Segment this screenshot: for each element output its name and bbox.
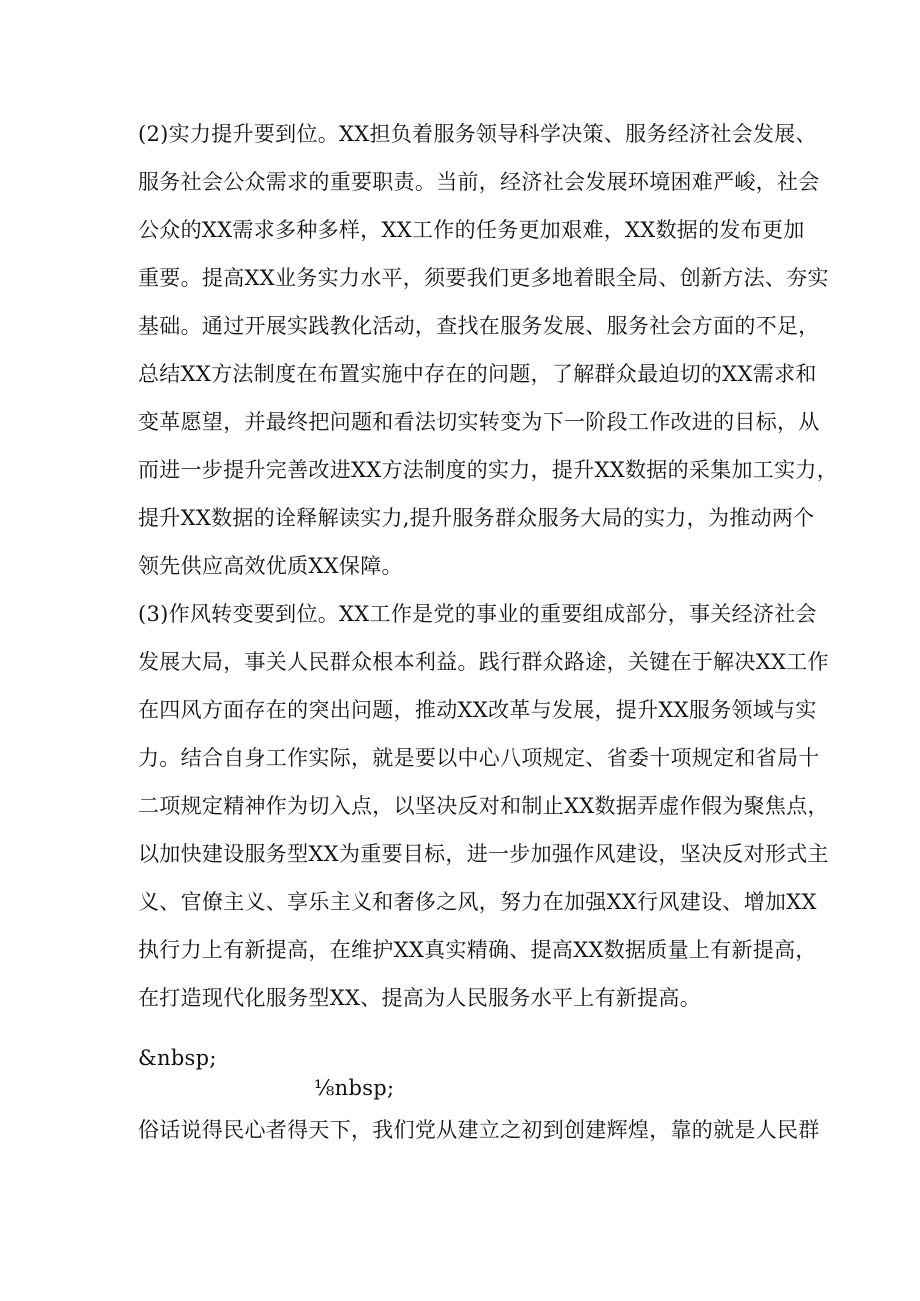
nbsp-entity-1: &nbsp;: [138, 1046, 217, 1070]
nbsp-entity-2: ⅛nbsp;: [314, 1076, 395, 1100]
paragraph-2-line-7: 变革愿望，并最终把问题和看法切实转变为下一阶段工作改进的目标，从: [138, 410, 820, 434]
paragraph-3-line-7: 义、官僚主义、享乐主义和奢侈之风，努力在加强XX行风建设、增加XX: [138, 890, 817, 914]
paragraph-2-line-6: 总结XX方法制度在布置实施中存在的问题，了解群众最迫切的XX需求和: [138, 362, 817, 386]
paragraph-3-line-5: 二项规定精神作为切入点，以坚决反对和制止XX数据弄虚作假为聚焦点，: [138, 794, 829, 818]
paragraph-3-line-6: 以加快建设服务型XX为重要目标，进一步加强作风建设，坚决反对形式主: [138, 842, 829, 866]
paragraph-2-line-3: 公众的XX需求多种多样，XX工作的任务更加艰难，XX数据的发布更加: [138, 218, 805, 242]
paragraph-3-line-2: 发展大局，事关人民群众根本利益。践行群众路途，关键在于解决XX工作: [138, 650, 829, 674]
paragraph-3-line-1: (3)作风转变要到位。XX工作是党的事业的重要组成部分，事关经济社会: [138, 602, 817, 626]
paragraph-2-line-1: (2)实力提升要到位。XX担负着服务领导科学决策、服务经济社会发展、: [138, 122, 817, 146]
paragraph-2-line-2: 服务社会公众需求的重要职责。当前，经济社会发展环境困难严峻，社会: [138, 170, 820, 194]
paragraph-3-line-8: 执行力上有新提高，在维护XX真实精确、提高XX数据质量上有新提高，: [138, 938, 817, 962]
paragraph-2-line-4: 重要。提高XX业务实力水平，须要我们更多地着眼全局、创新方法、夯实: [138, 266, 829, 290]
paragraph-2-line-10: 领先供应高效优质XX保障。: [138, 554, 403, 578]
paragraph-2-line-9: 提升XX数据的诠释解读实力,提升服务群众服务大局的实力，为推动两个: [138, 506, 815, 530]
paragraph-3-line-3: 在四风方面存在的突出问题，推动XX改革与发展，提升XX服务领域与实: [138, 698, 817, 722]
paragraph-2-line-5: 基础。通过开展实践教化活动，查找在服务发展、服务社会方面的不足，: [138, 314, 820, 338]
paragraph-3-line-4: 力。结合自身工作实际，就是要以中心八项规定、省委十项规定和省局十: [138, 746, 820, 770]
closing-line: 俗话说得民心者得天下，我们党从建立之初到创建辉煌，靠的就是人民群: [138, 1118, 820, 1142]
paragraph-2-line-8: 而进一步提升完善改进XX方法制度的实力，提升XX数据的采集加工实力，: [138, 458, 838, 482]
paragraph-3-line-9: 在打造现代化服务型XX、提高为人民服务水平上有新提高。: [138, 986, 701, 1010]
